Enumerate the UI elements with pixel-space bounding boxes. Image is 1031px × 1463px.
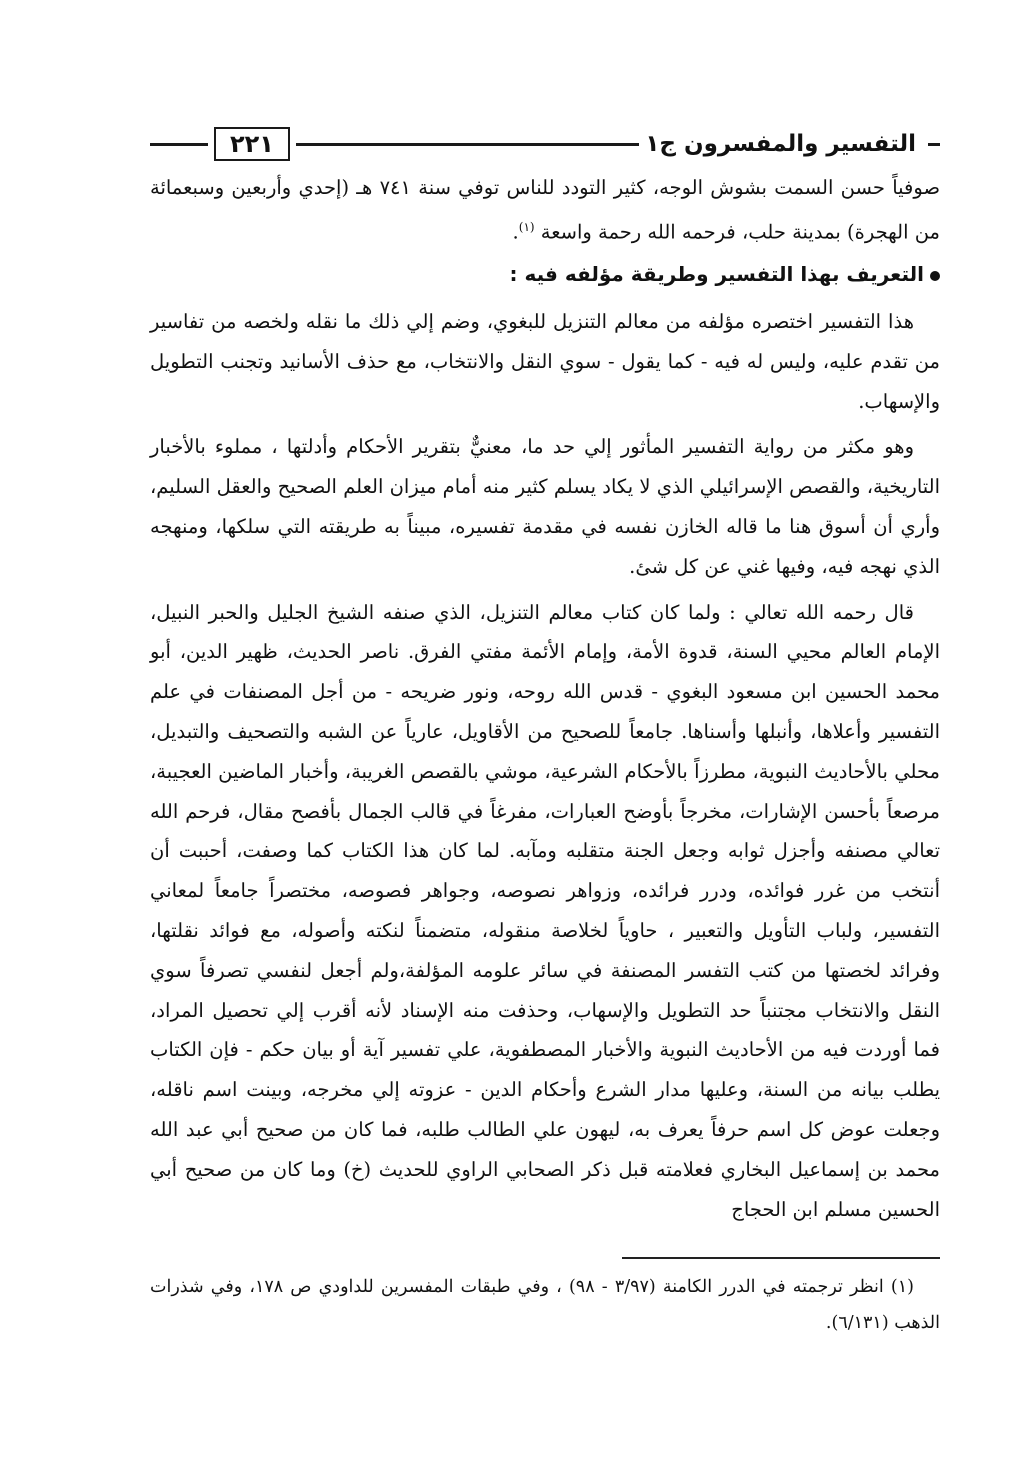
running-title: التفسير والمفسرون ج١ — [645, 131, 916, 157]
intro-paragraph — [150, 168, 940, 252]
book-page — [150, 120, 940, 1390]
bullet-icon — [930, 271, 940, 281]
header-rule-left — [150, 143, 208, 146]
section-heading-text: التعريف بهذا التفسير وطريقة مؤلفه فيه : — [509, 262, 924, 287]
footnote-marker: (١) — [518, 219, 535, 234]
page-number: ٢٢١ — [214, 127, 290, 161]
page-header — [150, 120, 940, 168]
section-heading — [150, 252, 940, 296]
paragraph-summary: هذا التفسير اختصره مؤلفه من معالم التنزيل للبغوي، وضم إلي ذلك ما نقله ولخصه من تفاسير من تقدم عليه، وليس له فيه - كما يقول - سوي النقل والانتخاب، مع حذف الأسانيد وتجنب التطويل والإسهاب. — [150, 310, 940, 413]
footnote-divider — [622, 1257, 940, 1259]
intro-end: . — [512, 220, 519, 244]
header-rule-middle — [296, 143, 639, 146]
paragraph-method: وهو مكثر من رواية التفسير المأثور إلي حد ما، معنيٌّ بتقرير الأحكام وأدلتها ، مملوء بالأخبار التاريخية، والقصص الإسرائيلي الذي لا يكاد يسلم كثير منه أمام ميزان العلم الصحيح والعقل السليم، وأري أن أسوق هنا ما قاله الخازن نفسه في مقدمة تفسيره، مبيناً به طريقته التي سلكها، ومنهجه الذي نهجه فيه، وفيها غني عن كل شئ. — [150, 435, 940, 578]
paragraph-quote: قال رحمه الله تعالي : ولما كان كتاب معالم التنزيل، الذي صنفه الشيخ الجليل والحبر النبيل، الإمام العالم محيي السنة، قدوة الأمة، وإمام الأئمة مفتي الفرق. ناصر الحديث، ظهير الدين، أبو محمد الحسين ابن مسعود البغوي - قدس الله روحه، ونور ضريحه - من أجل المصنفات في علم التفسير وأعلاها، وأنبلها وأسناها. جامعاً للصحيح من الأقاويل، عارياً عن الشبه والتصحيف والتبديل، محلي بالأحاديث النبوية، مطرزاً بالأحكام الشرعية، موشي بالقصص الغريبة، وأخبار الماضين العجيبة، مرصعاً بأحسن الإشارات، مخرجاً بأوضح العبارات، مفرغاً في قالب الجمال بأفصح مقال، فرحم الله تعالي مصنفه وأجزل ثوابه وجعل الجنة متقلبه ومآبه. لما كان هذا الكتاب كما وصفت، أحببت أن أنتخب من غرر فوائده، ودرر فرائده، وزواهر نصوصه، وجواهر فصوصه، مختصراً جامعاً لمعاني التفسير، ولباب التأويل والتعبير ، حاوياً لخلاصة منقوله، متضمناً لنكته وأصوله، مع فوائد نقلتها، وفرائد لخصتها من كتب التفسر المصنفة في سائر علومه المؤلفة،ولم أجعل لنفسي تصرفاً سوي النقل والانتخاب مجتنباً حد التطويل والإسهاب، وحذفت منه الإسناد لأنه أقرب إلي تحصيل المراد، فما أوردت فيه من الأحاديث النبوية والأخبار المصطفوية، علي تفسير آية أو بيان حكم - فإن الكتاب يطلب بيانه من السنة، وعليها مدار الشرع وأحكام الدين - عزوته إلي مخرجه، وبينت اسم ناقله، وجعلت عوض كل اسم حرفاً يعرف به، ليهون علي الطالب طلبه، فما كان من صحيح أبي عبد الله محمد بن إسماعيل البخاري فعلامته قبل ذكر الصحابي الراوي للحديث (خ) وما كان من صحيح أبي الحسين مسلم ابن الحجاج — [150, 600, 940, 1221]
intro-text: صوفياً حسن السمت بشوش الوجه، كثير التودد للناس توفي سنة ٧٤١ هـ (إحدي وأربعين وسبعمائة من الهجرة) بمدينة حلب، فرحمه الله رحمة واسعة — [150, 176, 940, 244]
footnote: (١) انظر ترجمته في الدرر الكامنة (٣/٩٧ - ٩٨) ، وفي طبقات المفسرين للداودي ص ١٧٨، وفي شذرات الذهب (٦/١٣١). — [150, 1277, 940, 1334]
header-rule-right — [928, 143, 940, 146]
